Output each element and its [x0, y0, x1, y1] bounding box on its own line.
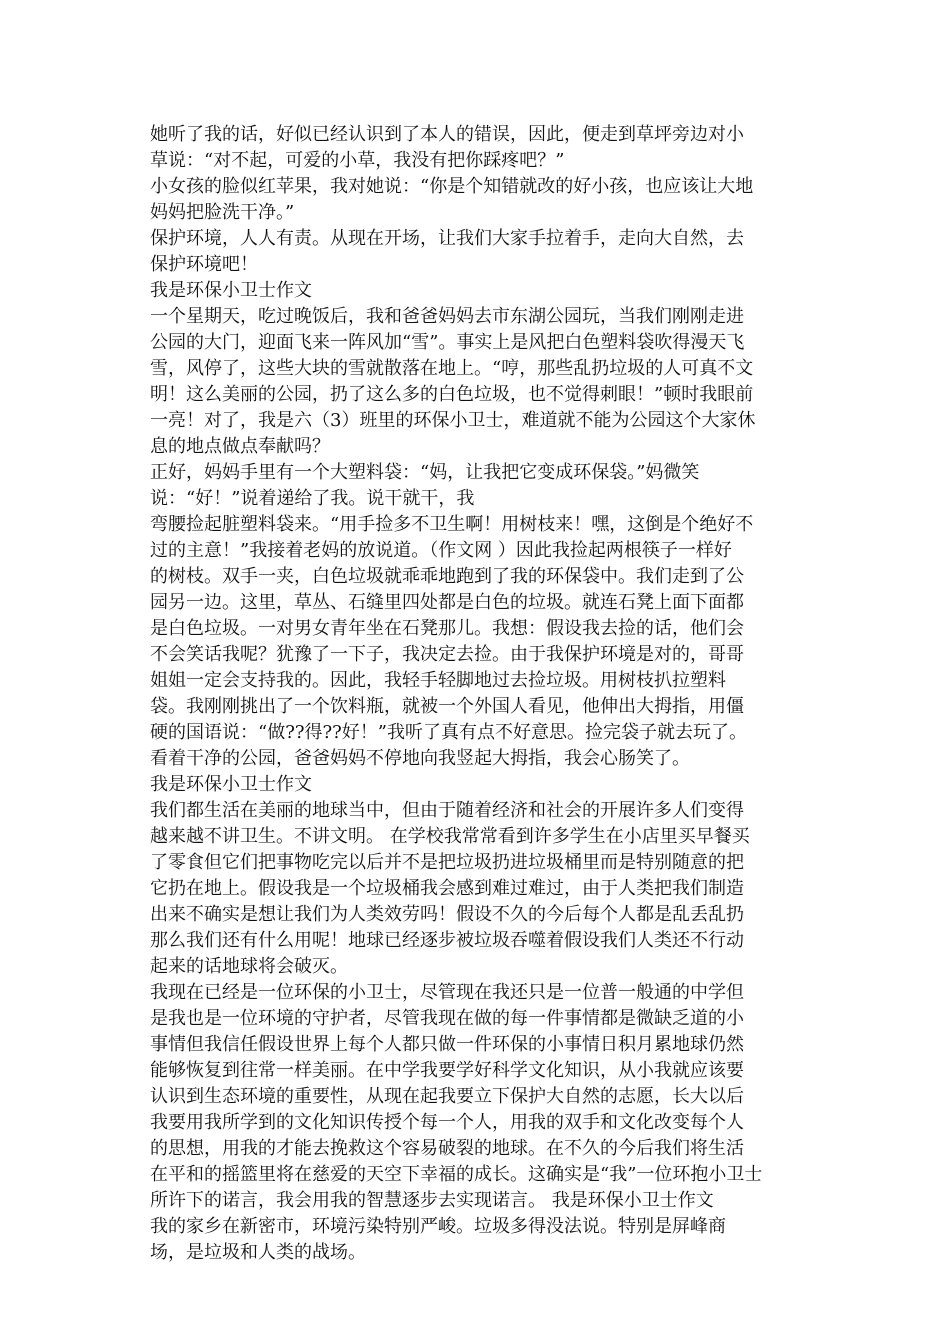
- text-line: 息的地点做点奉献吗？: [150, 436, 330, 457]
- text-line: 出来不确实是想让我们为人类效劳吗！假设不久的今后每个人都是乱丢乱扔: [150, 904, 744, 925]
- text-line: 在平和的摇篮里将在慈爱的天空下幸福的成长。这确实是“我”一位环抱小卫士: [150, 1164, 763, 1185]
- text-line: 硬的国语说：“做??得??好！”我听了真有点不好意思。捡完袋子就去玩了。: [150, 722, 748, 743]
- text-line: 我现在已经是一位环保的小卫士，尽管现在我还只是一位普一般通的中学但: [150, 982, 744, 1003]
- section-heading: 我是环保小卫士作文: [150, 774, 312, 795]
- text-line: 场，是垃圾和人类的战场。: [150, 1242, 366, 1263]
- text-line: 看着干净的公园，爸爸妈妈不停地向我竖起大拇指，我会心肠笑了。: [150, 748, 690, 769]
- text-line: 不会笑话我呢？犹豫了一下子，我决定去捡。由于我保护环境是对的，哥哥: [150, 644, 744, 665]
- text-line: 她听了我的话，好似已经认识到了本人的错误，因此，便走到草坪旁边对小: [150, 124, 744, 145]
- text-line: 能够恢复到往常一样美丽。在中学我要学好科学文化知识，从小我就应该要: [150, 1060, 744, 1081]
- text-line: 草说：“对不起，可爱的小草，我没有把你踩疼吧？”: [150, 150, 565, 171]
- text-line: 说：“好！”说着递给了我。说干就干，我: [150, 488, 475, 509]
- text-line: 我要用我所学到的文化知识传授个每一个人，用我的双手和文化改变每个人: [150, 1112, 744, 1133]
- text-line: 妈妈把脸洗干净。”: [150, 202, 295, 223]
- text-line: 它扔在地上。假设我是一个垃圾桶我会感到难过难过，由于人类把我们制造: [150, 878, 744, 899]
- text-line: 是白色垃圾。一对男女青年坐在石凳那儿。我想：假设我去捡的话，他们会: [150, 618, 744, 639]
- text-line: 的树枝。双手一夹，白色垃圾就乖乖地跑到了我的环保袋中。我们走到了公: [150, 566, 744, 587]
- text-line: 是我也是一位环境的守护者，尽管我现在做的每一件事情都是微缺乏道的小: [150, 1008, 744, 1029]
- essay-body: [150, 122, 800, 1266]
- text-line: 保护环境吧！: [150, 254, 258, 275]
- text-line: 雪，风停了，这些大块的雪就散落在地上。“哼，那些乱扔垃圾的人可真不文: [150, 358, 754, 379]
- text-line: 越来越不讲卫生。不讲文明。 在学校我常常看到许多学生在小店里买早餐买: [150, 826, 750, 847]
- text-line: 明！这么美丽的公园，扔了这么多的白色垃圾，也不觉得刺眼！”顿时我眼前: [150, 384, 754, 405]
- text-line: 弯腰捡起脏塑料袋来。“用手捡多不卫生啊！用树枝来！嘿，这倒是个绝好不: [150, 514, 754, 535]
- text-line: 小女孩的脸似红苹果，我对她说：“你是个知错就改的好小孩，也应该让大地: [150, 176, 754, 197]
- text-line: 事情但我信任假设世界上每个人都只做一件环保的小事情日积月累地球仍然: [150, 1034, 744, 1055]
- text-line: 过的主意！”我接着老妈的放说道。（作文网 ）因此我捡起两根筷子一样好: [150, 540, 732, 561]
- section-heading: 我是环保小卫士作文: [150, 280, 312, 301]
- text-line: 姐姐一定会支持我的。因此，我轻手轻脚地过去捡垃圾。用树枝扒拉塑料: [150, 670, 726, 691]
- text-line: 保护环境，人人有责。从现在开场，让我们大家手拉着手，走向大自然，去: [150, 228, 744, 249]
- text-line: 一亮！对了，我是六（3）班里的环保小卫士，难道就不能为公园这个大家休: [150, 410, 756, 431]
- text-line: 认识到生态环境的重要性，从现在起我要立下保护大自然的志愿，长大以后: [150, 1086, 744, 1107]
- text-line: 园另一边。这里，草丛、石缝里四处都是白色的垃圾。就连石凳上面下面都: [150, 592, 744, 613]
- text-line: 公园的大门，迎面飞来一阵风加“雪”。事实上是风把白色塑料袋吹得漫天飞: [150, 332, 745, 353]
- text-line: 正好，妈妈手里有一个大塑料袋：“妈，让我把它变成环保袋。”妈微笑: [150, 462, 700, 483]
- text-line: 的思想，用我的才能去挽救这个容易破裂的地球。在不久的今后我们将生活: [150, 1138, 744, 1159]
- text-line: 袋。我刚刚挑出了一个饮料瓶，就被一个外国人看见，他伸出大拇指，用僵: [150, 696, 744, 717]
- text-line: 我们都生活在美丽的地球当中，但由于随着经济和社会的开展许多人们变得: [150, 800, 744, 821]
- text-line: 所许下的诺言，我会用我的智慧逐步去实现诺言。 我是环保小卫士作文: [150, 1190, 714, 1211]
- text-line: 了零食但它们把事物吃完以后并不是把垃圾扔进垃圾桶里而是特别随意的把: [150, 852, 744, 873]
- text-line: 我的家乡在新密市，环境污染特别严峻。垃圾多得没法说。特别是屏峰商: [150, 1216, 726, 1237]
- text-line: 那么我们还有什么用呢！地球已经逐步被垃圾吞噬着假设我们人类还不行动: [150, 930, 744, 951]
- text-line: 一个星期天，吃过晚饭后，我和爸爸妈妈去市东湖公园玩，当我们刚刚走进: [150, 306, 744, 327]
- text-line: 起来的话地球将会破灭。: [150, 956, 348, 977]
